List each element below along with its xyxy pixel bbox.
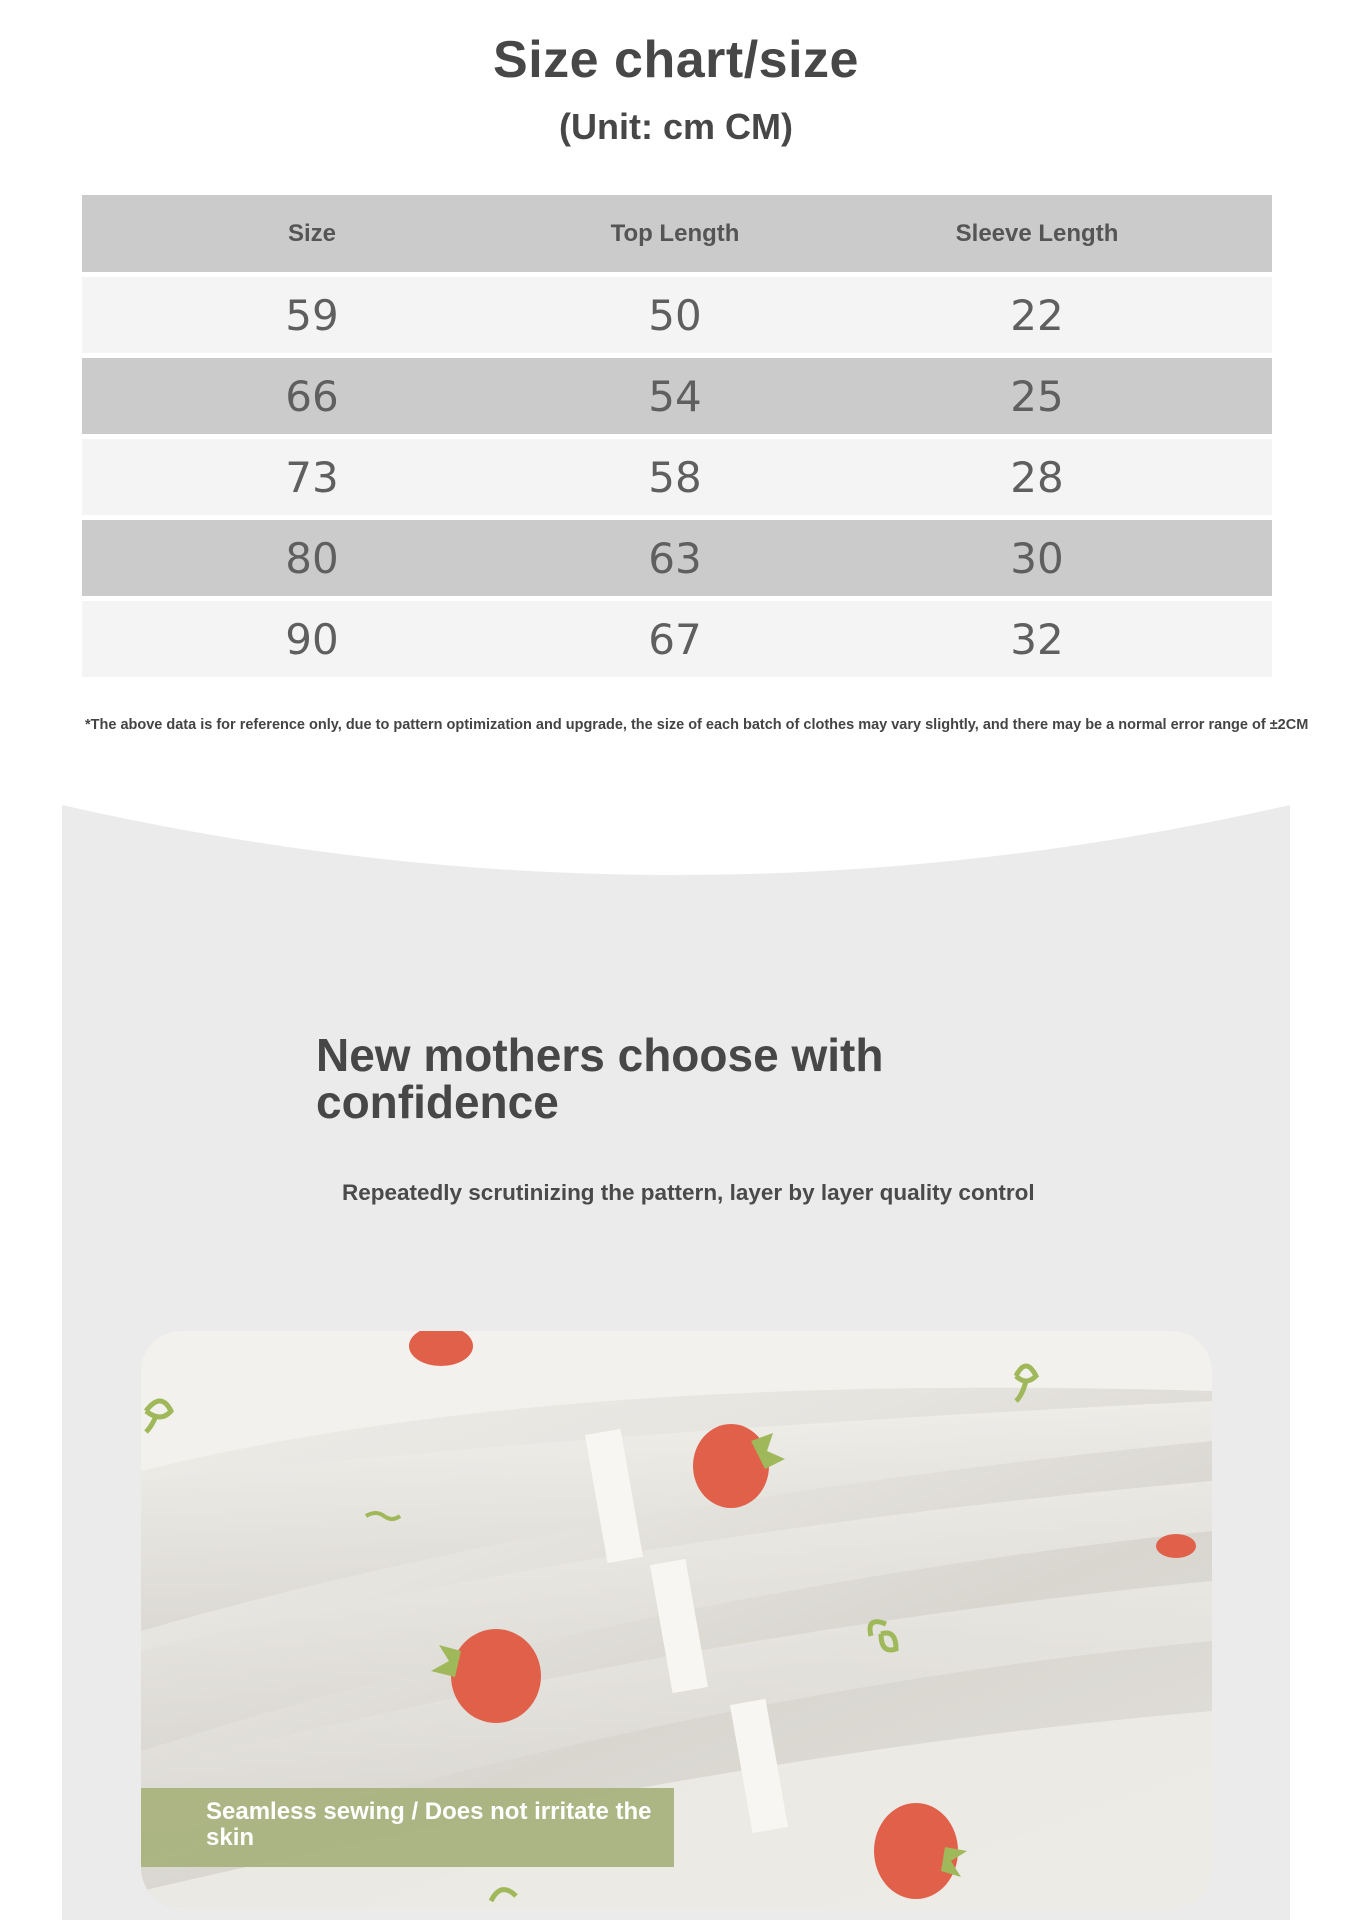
top-length-cell: 63 [648, 533, 702, 583]
table-header-row [82, 195, 1272, 272]
table-row [82, 520, 1272, 596]
disclaimer-note: *The above data is for reference only, due to pattern optimization and upgrade, the size of each batch of clothes may vary slightly, and there may be a normal error range of ±2CM [85, 717, 1309, 733]
sleeve-length-cell: 22 [1010, 290, 1064, 340]
table-row [82, 358, 1272, 434]
table-row [82, 601, 1272, 677]
column-header-sleeve-length: Sleeve Length [955, 219, 1119, 247]
section-arc-divider [62, 805, 1290, 885]
top-length-cell: 50 [648, 290, 702, 340]
size-cell: 80 [285, 533, 339, 583]
size-cell: 73 [285, 452, 339, 502]
sleeve-length-cell: 30 [1010, 533, 1064, 583]
size-table [82, 195, 1272, 682]
column-header-top-length: Top Length [610, 219, 740, 247]
top-length-cell: 67 [648, 614, 702, 664]
photo-caption: Seamless sewing / Does not irritate the skin [206, 1798, 652, 1851]
sleeve-length-cell: 25 [1010, 371, 1064, 421]
column-header-size: Size [287, 219, 337, 247]
sleeve-length-cell: 32 [1010, 614, 1064, 664]
page-subtitle: (Unit: cm CM) [559, 106, 793, 147]
table-row [82, 439, 1272, 515]
size-cell: 90 [285, 614, 339, 664]
table-row [82, 277, 1272, 353]
page-title: Size chart/size [493, 31, 859, 89]
feature-subline: Repeatedly scrutinizing the pattern, layer by layer quality control [342, 1180, 1035, 1205]
top-length-cell: 54 [648, 371, 702, 421]
feature-headline: New mothers choose with confidence [316, 1029, 884, 1128]
size-cell: 59 [285, 290, 339, 340]
sleeve-length-cell: 28 [1010, 452, 1064, 502]
top-length-cell: 58 [648, 452, 702, 502]
size-cell: 66 [285, 371, 339, 421]
